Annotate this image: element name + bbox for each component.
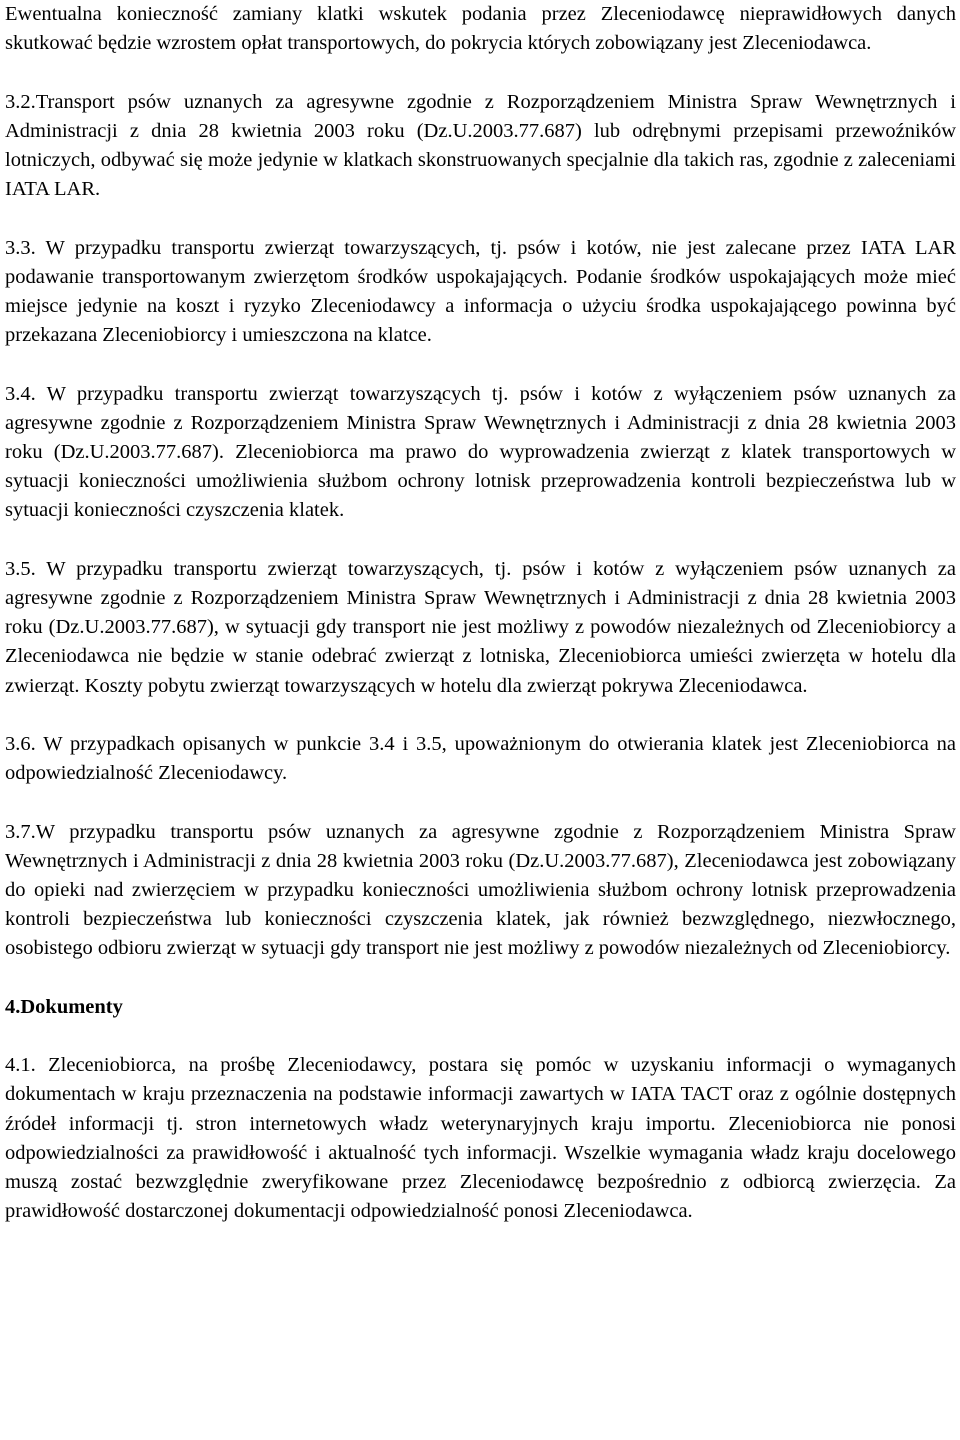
paragraph-3-7: 3.7.W przypadku transportu psów uznanych za agresywne zgodnie z Rozporządzeniem Ministra Spraw Wewnętrznych i Administracji z dnia 28 kwietnia 2003 roku (Dz.U.2003.77.687), Zleceniodawca jest zobowiązany do opieki nad zwierzęciem w przypadku konieczności umożliwienia służbom ochrony lotnisk przeprowadzenia kontroli bezpieczeństwa lub konieczności czyszczenia klatek, jak również bezwzględnego, niezwłocznego, osobistego odbioru zwierząt w sytuacji gdy transport nie jest możliwy z powodów niezależnych od Zleceniobiorcy. — [5, 820, 956, 960]
paragraph-3-5: 3.5. W przypadku transportu zwierząt towarzyszących, tj. psów i kotów z wyłączeniem psów uznanych za agresywne zgodnie z Rozporządzeniem Ministra Spraw Wewnętrznych i Administracji z dnia 28 kwietnia 2003 roku (Dz.U.2003.77.687), w sytuacji gdy transport nie jest możliwy z powodów niezależnych od Zleceniobiorcy a Zleceniodawca nie będzie w stanie odebrać zwierząt z lotniska, Zleceniobiorca umieści zwierzęta w hotelu dla zwierząt. Koszty pobytu zwierząt towarzyszących w hotelu dla zwierząt pokrywa Zleceniodawca. — [5, 557, 956, 697]
paragraph-3-3: 3.3. W przypadku transportu zwierząt towarzyszących, tj. psów i kotów, nie jest zalecane przez IATA LAR podawanie transportowanym zwierzętom środków uspokajających. Podanie środków uspokajających może mieć miejsce jedynie na koszt i ryzyko Zleceniodawcy a informacja o użyciu środka uspokajającego powinna być przekazana Zleceniobiorcy i umieszczona na klatce. — [5, 236, 956, 347]
paragraph-3-6: 3.6. W przypadkach opisanych w punkcie 3.4 i 3.5, upoważnionym do otwierania klatek jest Zleceniobiorca na odpowiedzialność Zleceniodawcy. — [5, 733, 956, 785]
paragraph-3-2: 3.2.Transport psów uznanych za agresywne zgodnie z Rozporządzeniem Ministra Spraw Wewnętrznych i Administracji z dnia 28 kwietnia 2003 roku (Dz.U.2003.77.687) lub odrębnymi przepisami przewoźników lotniczych, odbywać się może jedynie w klatkach skonstruowanych specjalnie dla takich ras, zgodnie z zaleceniami IATA LAR. — [5, 90, 956, 201]
paragraph-3-4: 3.4. W przypadku transportu zwierząt towarzyszących tj. psów i kotów z wyłączeniem psów uznanych za agresywne zgodnie z Rozporządzeniem Ministra Spraw Wewnętrznych i Administracji z dnia 28 kwietnia 2003 roku (Dz.U.2003.77.687). Zleceniobiorca ma prawo do wyprowadzenia zwierząt z klatek transportowych w sytuacji konieczności umożliwienia służbom ochrony lotnisk przeprowadzenia kontroli bezpieczeństwa lub w sytuacji konieczności czyszczenia klatek. — [5, 382, 956, 522]
section-heading-dokumenty: 4.Dokumenty — [5, 995, 123, 1018]
paragraph-intro: Ewentualna konieczność zamiany klatki wskutek podania przez Zleceniodawcę nieprawidłowych danych skutkować będzie wzrostem opłat transportowych, do pokrycia których zobowiązany jest Zleceniodawca. — [5, 3, 956, 55]
paragraph-4-1: 4.1. Zleceniobiorca, na prośbę Zleceniodawcy, postara się pomóc w uzyskaniu informacji o wymaganych dokumentach w kraju przeznaczenia na podstawie informacji zawartych w IATA TACT oraz z ogólnie dostępnych źródeł informacji tj. stron internetowych władz weterynaryjnych kraju importu. Zleceniobiorca nie ponosi odpowiedzialności za prawidłowość i aktualność tych informacji. Wszelkie wymagania władz kraju docelowego muszą zostać bezwzględnie zweryfikowane przez Zleceniodawcę bezpośrednio z odbiorcą zwierzęcia. Za prawidłowość dostarczonej dokumentacji odpowiedzialność ponosi Zleceniodawca. — [5, 1054, 956, 1223]
document-page — [5, 0, 956, 1226]
